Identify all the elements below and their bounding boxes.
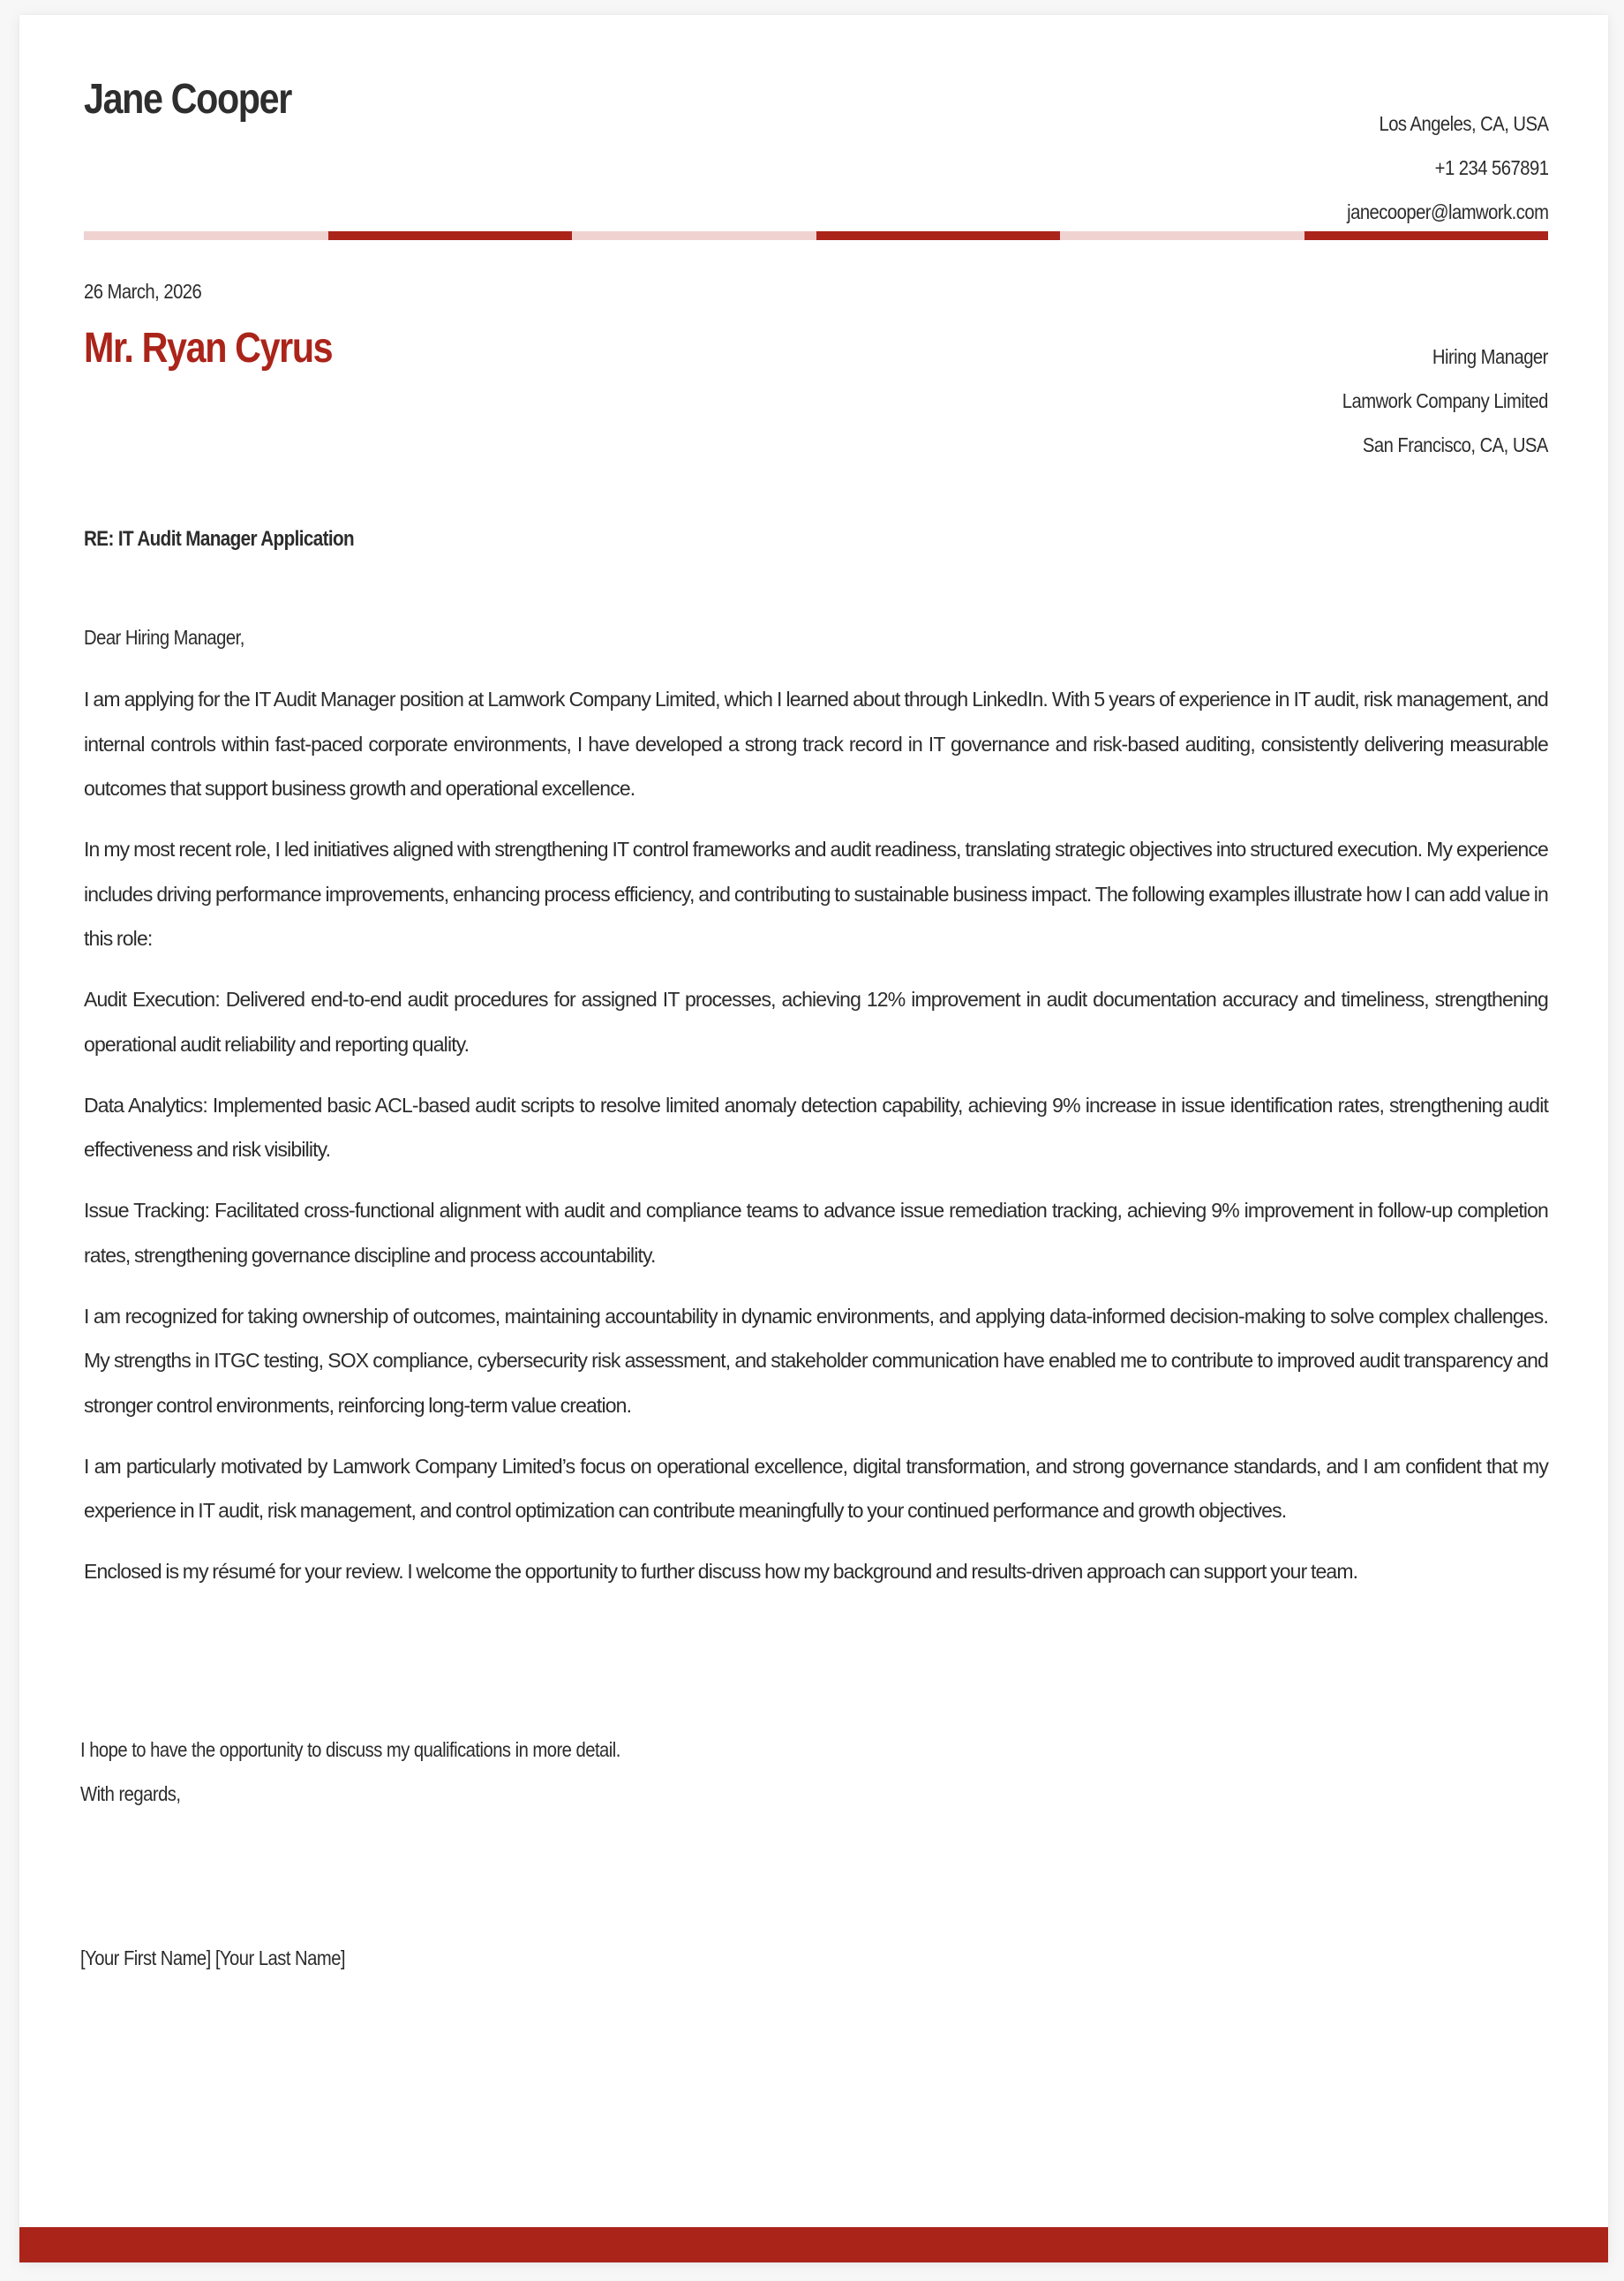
sender-location: Los Angeles, CA, USA bbox=[1379, 112, 1548, 135]
body-paragraph: I am applying for the IT Audit Manager position at Lamwork Company Limited, which I learned about through LinkedIn. With 5 years of experience in IT audit, risk management, and internal controls within fast-paced corporate environments, I have developed a strong track record in IT governance and risk-based auditing, consistently delivering measurable outcomes that support business growth and operational excellence. bbox=[84, 688, 1548, 800]
sign-off: With regards, bbox=[80, 1782, 181, 1805]
body-paragraph: Audit Execution: Delivered end-to-end audit procedures for assigned IT processes, achieving 12% improvement in audit documentation accuracy and timeliness, strengthening operational audit reliability and reporting quality. bbox=[84, 988, 1548, 1056]
footer-accent-bar bbox=[19, 2227, 1608, 2262]
body-paragraph: In my most recent role, I led initiatives aligned with strengthening IT control frameworks and audit readiness, translating strategic objectives into structured execution. My experience includes driving performance improvements, enhancing process efficiency, and contributing to sustainable business impact. The following examples illustrate how I can add value in this role: bbox=[84, 838, 1548, 950]
sender-contact-block bbox=[1320, 102, 1548, 234]
recipient-name: Mr. Ryan Cyrus bbox=[84, 325, 333, 372]
sender-email: janecooper@lamwork.com bbox=[1346, 200, 1548, 223]
body-paragraph: I am recognized for taking ownership of outcomes, maintaining accountability in dynamic environments, and applying data-informed decision-making to solve complex challenges. My strengths in ITGC testing, SOX compliance, cybersecurity risk assessment, and stakeholder communication have enabled me to contribute to improved audit transparency and stronger control environments, reinforcing long-term value creation. bbox=[84, 1304, 1548, 1417]
divider-segment-dark bbox=[816, 231, 1061, 240]
recipient-title: Hiring Manager bbox=[1432, 345, 1548, 368]
body-paragraph: Enclosed is my résumé for your review. I welcome the opportunity to further discuss how my background and results-driven approach can support your team. bbox=[84, 1560, 1358, 1583]
divider-segment-dark bbox=[1304, 231, 1549, 240]
sender-name: Jane Cooper bbox=[84, 76, 291, 123]
closing-block bbox=[80, 1728, 694, 1816]
body-paragraph: Data Analytics: Implemented basic ACL-based audit scripts to resolve limited anomaly detection capability, achieving 9% increase in issue identification rates, strengthening audit effectiveness and risk visibility. bbox=[84, 1093, 1548, 1161]
subject-line: RE: IT Audit Manager Application bbox=[84, 527, 355, 551]
header-divider-stripe bbox=[84, 231, 1548, 240]
divider-segment-dark bbox=[328, 231, 573, 240]
divider-segment-light bbox=[572, 231, 816, 240]
body-paragraph: Issue Tracking: Facilitated cross-functional alignment with audit and compliance teams to advance issue remediation tracking, achieving 9% improvement in follow-up completion rates, strengthening governance discipline and process accountability. bbox=[84, 1199, 1548, 1267]
recipient-company: Lamwork Company Limited bbox=[1342, 389, 1548, 412]
signature-name: [Your First Name] [Your Last Name] bbox=[80, 1946, 346, 1969]
recipient-location: San Francisco, CA, USA bbox=[1363, 433, 1548, 456]
letter-body bbox=[84, 677, 1548, 1610]
greeting: Dear Hiring Manager, bbox=[84, 626, 244, 649]
body-paragraph: I am particularly motivated by Lamwork Company Limited’s focus on operational excellence, digital transformation, and strong governance standards, and I am confident that my experience in IT audit, risk management, and control optimization can contribute meaningfully to your continued performance and growth objectives. bbox=[84, 1454, 1548, 1522]
cover-letter-page bbox=[19, 15, 1608, 2262]
sender-phone: +1 234 567891 bbox=[1434, 156, 1548, 179]
letter-date: 26 March, 2026 bbox=[84, 280, 202, 303]
divider-segment-light bbox=[84, 231, 328, 240]
closing-line: I hope to have the opportunity to discuss my qualifications in more detail. bbox=[80, 1738, 620, 1761]
divider-segment-light bbox=[1060, 231, 1304, 240]
recipient-info-block bbox=[1314, 335, 1548, 467]
